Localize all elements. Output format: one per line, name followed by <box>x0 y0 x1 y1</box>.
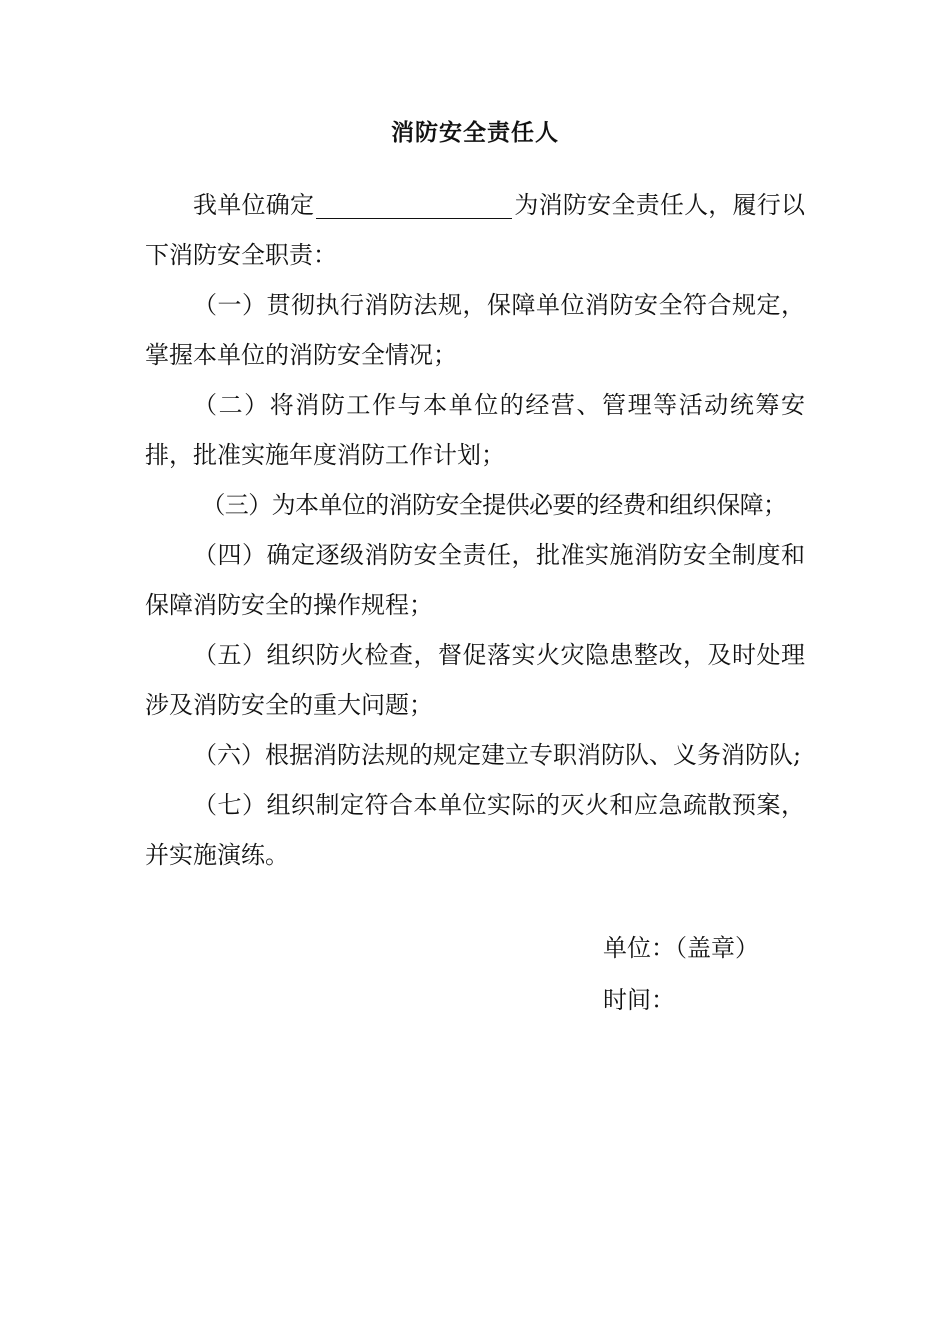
duty-item-3: （三）为本单位的消防安全提供必要的经费和组织保障； <box>201 491 787 519</box>
duty-item-1: （一）贯彻执行消防法规，保障单位消防安全符合规定，掌握本单位的消防安全情况； <box>145 291 805 369</box>
duty-item-2: （二）将消防工作与本单位的经营、管理等活动统筹安排，批准实施年度消防工作计划； <box>145 391 805 469</box>
document-body <box>145 180 805 880</box>
duty-item-7: （七）组织制定符合本单位实际的灭火和应急疏散预案，并实施演练。 <box>145 791 805 869</box>
responsible-person-blank-line <box>316 194 512 219</box>
duty-item-5: （五）组织防火检查，督促落实火灾隐患整改，及时处理涉及消防安全的重大问题； <box>145 641 805 719</box>
duty-item-6: （六）根据消防法规的规定建立专职消防队、义务消防队; <box>193 741 802 769</box>
intro-text-before: 我单位确定 <box>193 191 315 219</box>
intro-paragraph <box>145 180 805 280</box>
signature-time-label: 时间： <box>603 986 675 1014</box>
document-title: 消防安全责任人 <box>391 120 559 146</box>
duty-item-4: （四）确定逐级消防安全责任，批准实施消防安全制度和保障消防安全的操作规程； <box>145 541 805 619</box>
intro-text-after: 为消防安全责任人，履行以下消防安全职责： <box>145 191 806 269</box>
signature-unit-label: 单位：（盖章） <box>603 934 759 962</box>
